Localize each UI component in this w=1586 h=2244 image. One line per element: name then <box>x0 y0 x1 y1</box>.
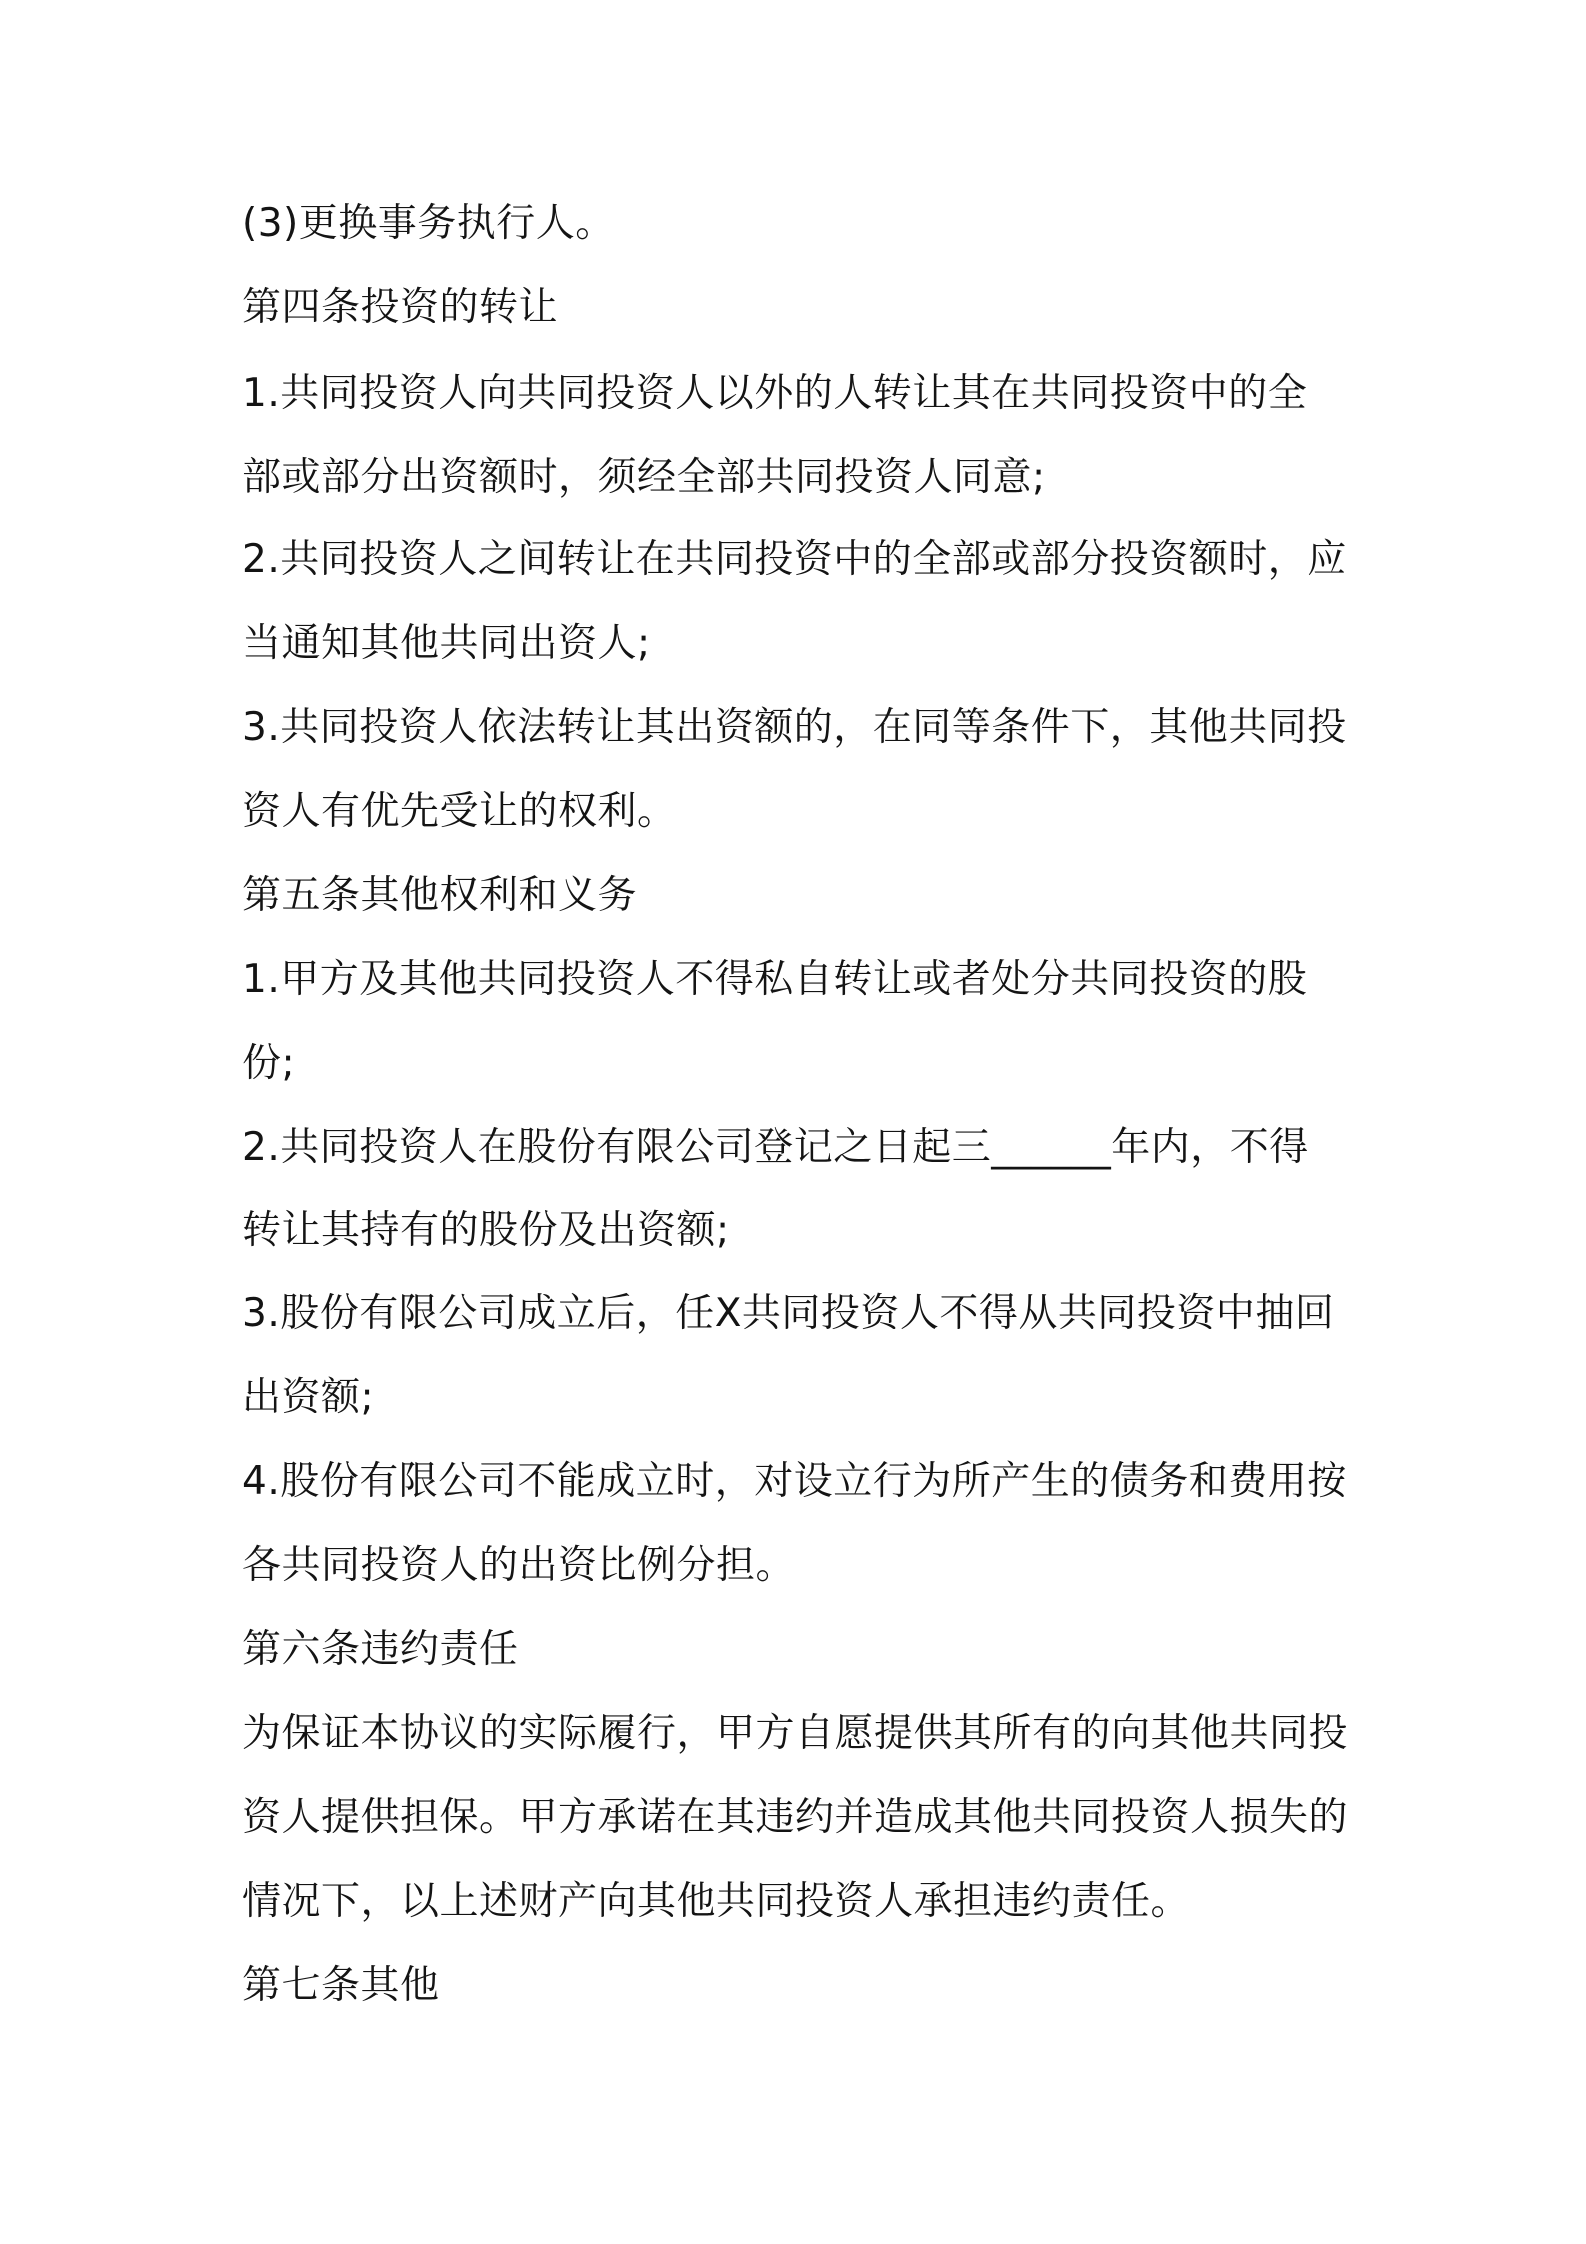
article-4-item-3-line-1: 3.共同投资人依法转让其出资额的，在同等条件下，其他共同投 <box>242 705 1347 750</box>
article-6-paragraph-line-1: 为保证本协议的实际履行，甲方自愿提供其所有的向其他共同投 <box>242 1711 1349 1756</box>
article-5-item-2-line-2: 转让其持有的股份及出资额; <box>242 1208 730 1253</box>
article-4-heading: 第四条投资的转让 <box>242 285 559 330</box>
article-4-item-3-line-2: 资人有优先受让的权利。 <box>242 789 677 834</box>
article-4-item-2-line-2: 当通知其他共同出资人; <box>242 621 651 666</box>
article-5-item-4-line-1: 4.股份有限公司不能成立时，对设立行为所产生的债务和费用按 <box>242 1459 1347 1504</box>
article-5-heading: 第五条其他权利和义务 <box>242 873 638 918</box>
article-5-item-1-line-2: 份; <box>242 1041 296 1086</box>
article-6-paragraph-line-3: 情况下，以上述财产向其他共同投资人承担违约责任。 <box>242 1879 1191 1924</box>
article-5-item-4-line-2: 各共同投资人的出资比例分担。 <box>242 1543 796 1588</box>
article-4-item-1-line-2: 部或部分出资额时，须经全部共同投资人同意; <box>242 455 1046 500</box>
article-5-item-1-line-1: 1.甲方及其他共同投资人不得私自转让或者处分共同投资的股 <box>242 957 1308 1002</box>
article-5-item-3-line-1: 3.股份有限公司成立后，任X共同投资人不得从共同投资中抽回 <box>242 1291 1335 1336</box>
article-6-heading: 第六条违约责任 <box>242 1627 519 1672</box>
article-6-paragraph-line-2: 资人提供担保。甲方承诺在其违约并造成其他共同投资人损失的 <box>242 1795 1349 1840</box>
article-7-heading: 第七条其他 <box>242 1963 440 2008</box>
clause-3-item-3: (3)更换事务执行人。 <box>242 201 615 246</box>
article-5-item-2-line-1: 2.共同投资人在股份有限公司登记之日起三______年内，不得 <box>242 1125 1309 1170</box>
article-5-item-3-line-2: 出资额; <box>242 1375 375 1420</box>
article-4-item-2-line-1: 2.共同投资人之间转让在共同投资中的全部或部分投资额时，应 <box>242 537 1347 582</box>
article-4-item-1-line-1: 1.共同投资人向共同投资人以外的人转让其在共同投资中的全 <box>242 371 1308 416</box>
